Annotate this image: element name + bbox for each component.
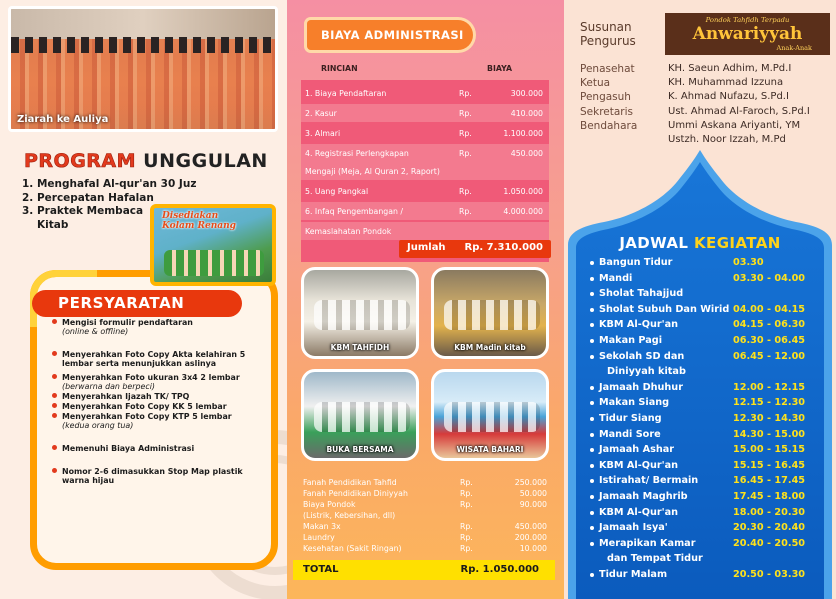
schedule-activity: Merapikan Kamar: [599, 537, 696, 549]
bullet-icon: [590, 261, 594, 265]
schedule-time: 20.50 - 03.30: [733, 569, 806, 580]
col-biaya: BIAYA: [487, 64, 513, 73]
pengurus-name: Ummi Askana Ariyanti, YM: [668, 119, 801, 131]
list-item: Kesehatan (Sakit Ringan) Rp. 10.000: [303, 544, 547, 553]
list-item: (Listrik, Kebersihan, dll): [303, 511, 396, 520]
biaya-header: [307, 20, 473, 50]
program-item: 3. Praktek Membaca: [22, 205, 144, 217]
schedule-activity: Makan Siang: [599, 397, 670, 409]
photo-kolam-renang: [150, 204, 276, 286]
persyaratan-item: Menyerahkan Foto Copy Akta kelahiran 5 lembar serta menunjukkan aslinya: [52, 350, 252, 368]
brand-top: Pondok Tahfidh Terpadu: [705, 16, 790, 24]
schedule-activity: Jamaah Dhuhur: [599, 381, 683, 393]
persyaratan-header: [32, 290, 242, 317]
bullet-icon: [590, 511, 594, 515]
schedule-activity: KBM Al-Qur'an: [599, 459, 679, 471]
schedule-time: 06.45 - 12.00: [733, 350, 806, 362]
schedule-activity: Tidur Malam: [599, 569, 668, 580]
table-row: 1. Biaya Pendaftaran Rp. 300.000: [305, 89, 543, 98]
biaya-table: [301, 80, 549, 262]
persyaratan-title: PERSYARATAN: [58, 294, 185, 312]
photo-caption: KBM Madin kitab: [454, 343, 526, 352]
pengurus-names: [668, 62, 810, 147]
schedule-activity: KBM Al-Qur'an: [599, 506, 679, 518]
schedule-activity: Jamaah Maghrib: [599, 491, 688, 502]
program-title-word2: UNGGULAN: [143, 150, 268, 172]
photo-kbm-tahfidh: [301, 267, 419, 359]
schedule-time: 20.30 - 20.40: [733, 522, 806, 534]
brand-name: Anwariyyah: [692, 24, 803, 44]
list-item: Biaya Pondok Rp. 90.000: [303, 500, 547, 509]
schedule-activity: Sekolah SD dan: [599, 350, 685, 362]
pengurus-name: K. Ahmad Nufazu, S.Pd.I: [668, 91, 789, 103]
schedule-activity: Sholat Subuh Dan Wirid: [599, 303, 730, 315]
photo-caption: WISATA BAHARI: [456, 445, 524, 454]
schedule-activity: Bangun Tidur: [599, 257, 673, 268]
schedule-time: 06.30 - 06.45: [733, 335, 806, 346]
role-label: Sekretaris: [580, 105, 634, 118]
program-title: [24, 150, 268, 172]
jumlah-label: Jumlah: [407, 242, 446, 253]
photo-caption: Ziarah ke Auliya: [17, 114, 109, 125]
list-item: Fanah Pendidikan Tahfid Rp. 250.000: [303, 478, 547, 487]
table-row: 6. Infaq Pengembangan / Rp. 4.000.000: [301, 202, 549, 220]
schedule-time: 12.30 - 14.30: [733, 413, 806, 424]
jumlah-total-bar: [399, 240, 551, 258]
photo-kbm-madin: [431, 267, 549, 359]
persyaratan-item: Memenuhi Biaya Administrasi: [52, 444, 252, 453]
pengurus-name: KH. Saeun Adhim, M.Pd.I: [668, 63, 792, 74]
schedule-activity: Mandi: [599, 272, 633, 284]
schedule-activity: Istirahat/ Bermain: [599, 475, 699, 487]
total-value: Rp. 1.050.000: [460, 564, 539, 575]
photo-caption: KBM TAHFIDH: [330, 343, 390, 352]
bullet-icon: [590, 573, 594, 577]
list-item: Fanah Pendidikan Diniyyah Rp. 50.000: [303, 489, 547, 498]
list-item: Laundry Rp. 200.000: [303, 533, 547, 542]
table-row: 2. Kasur Rp. 410.000: [301, 104, 549, 122]
persyaratan-item: Mengisi formulir pendaftaran (online & offline): [52, 318, 252, 336]
schedule-activity: Makan Pagi: [599, 335, 663, 346]
right-panel: [564, 0, 836, 599]
photo-ziarah: [8, 6, 278, 132]
schedule-time: 20.40 - 20.50: [733, 537, 806, 549]
pengurus-name: Ustzh. Noor Izzah, M.Pd: [668, 134, 786, 146]
bullet-icon: [590, 495, 594, 499]
schedule-time: 03.30: [733, 257, 764, 268]
total-bar: [293, 560, 555, 580]
middle-panel: [287, 0, 564, 599]
schedule-time: 04.00 - 04.15: [733, 303, 806, 315]
schedule-time: 17.45 - 18.00: [733, 491, 806, 502]
bullet-icon: [590, 355, 594, 359]
persyaratan-item: Menyerahkan Ijazah TK/ TPQ: [52, 392, 252, 401]
schedule-activity: Tidur Siang: [599, 413, 662, 424]
schedule-time: 12.15 - 12.30: [733, 397, 806, 409]
bullet-icon: [590, 464, 594, 468]
schedule-activity: Mandi Sore: [599, 428, 661, 440]
persyaratan-item: Menyerahkan Foto ukuran 3x4 2 lembar (berwarna dan berpeci): [52, 373, 252, 391]
bullet-icon: [590, 433, 594, 437]
photo-wisata-bahari: [431, 369, 549, 461]
schedule-time: 16.45 - 17.45: [733, 475, 806, 487]
pengurus-roles: [580, 62, 637, 133]
schedule-time: 18.00 - 20.30: [733, 506, 806, 518]
bullet-icon: [590, 386, 594, 390]
brand-sub: Anak-Anak: [776, 44, 812, 52]
photo-buka-bersama: [301, 369, 419, 461]
bullet-icon: [590, 417, 594, 421]
total-label: TOTAL: [303, 564, 339, 575]
jadwal-title: JADWAL KEGIATAN: [619, 234, 781, 252]
table-row: Mengaji (Meja, Al Quran 2, Raport): [301, 162, 549, 180]
persyaratan-item: Menyerahkan Foto Copy KK 5 lembar: [52, 402, 252, 411]
susunan-pengurus-title: Susunan Pengurus: [580, 20, 636, 48]
persyaratan-item: Nomor 2-6 dimasukkan Stop Map plastik warna hijau: [52, 467, 252, 485]
bullet-icon: [590, 308, 594, 312]
bullet-icon: [590, 339, 594, 343]
schedule-time: 12.00 - 12.15: [733, 381, 806, 393]
persyaratan-list: [52, 318, 252, 485]
schedule-activity: Diniyyah kitab: [607, 366, 686, 378]
jumlah-value: Rp. 7.310.000: [464, 242, 543, 253]
bullet-icon: [590, 542, 594, 546]
pondok-logo: [665, 13, 830, 55]
schedule-activity: dan Tempat Tidur: [607, 553, 703, 565]
schedule-activity: Jamaah Ashar: [599, 444, 675, 456]
role-label: Ketua: [580, 77, 611, 90]
table-row: 4. Registrasi Perlengkapan Rp. 450.000: [301, 144, 549, 162]
left-panel: [0, 0, 287, 599]
list-item: Makan 3x Rp. 450.000: [303, 522, 547, 531]
schedule-time: 04.15 - 06.30: [733, 319, 806, 331]
pengurus-name: KH. Muhammad Izzuna: [668, 77, 784, 89]
pool-caption: Disediakan Kolam Renang: [162, 211, 236, 231]
biaya-title: BIAYA ADMINISTRASI: [321, 28, 464, 42]
role-label: Bendahara: [580, 119, 638, 132]
col-rincian: RINCIAN: [321, 64, 358, 73]
table-row: Kemaslahatan Pondok: [301, 222, 549, 240]
table-row: 3. Almari Rp. 1.100.000: [305, 129, 543, 138]
program-item: 1. Menghafal Al-qur'an 30 Juz: [22, 178, 197, 190]
program-item: Kitab: [37, 218, 69, 231]
persyaratan-item: Menyerahkan Foto Copy KTP 5 lembar (kedua orang tua): [52, 412, 252, 430]
schedule-activity: Sholat Tahajjud: [599, 288, 684, 300]
schedule-time: 15.00 - 15.15: [733, 444, 806, 456]
program-title-word1: PROGRAM: [24, 150, 137, 172]
role-label: Penasehat: [580, 63, 635, 75]
schedule-activity: Jamaah Isya': [599, 522, 668, 534]
role-label: Pengasuh: [580, 91, 631, 104]
schedule-time: 14.30 - 15.00: [733, 428, 806, 440]
schedule-activity: KBM Al-Qur'an: [599, 319, 679, 331]
bullet-icon: [590, 277, 594, 281]
schedule-time: 15.15 - 16.45: [733, 459, 806, 471]
schedule-time: 03.30 - 04.00: [733, 272, 806, 284]
program-item: 2. Percepatan Hafalan: [22, 191, 154, 204]
pengurus-name: Ust. Ahmad Al-Faroch, S.Pd.I: [668, 105, 810, 117]
table-row: 5. Uang Pangkal Rp. 1.050.000: [305, 187, 543, 196]
photo-caption: BUKA BERSAMA: [326, 445, 394, 454]
